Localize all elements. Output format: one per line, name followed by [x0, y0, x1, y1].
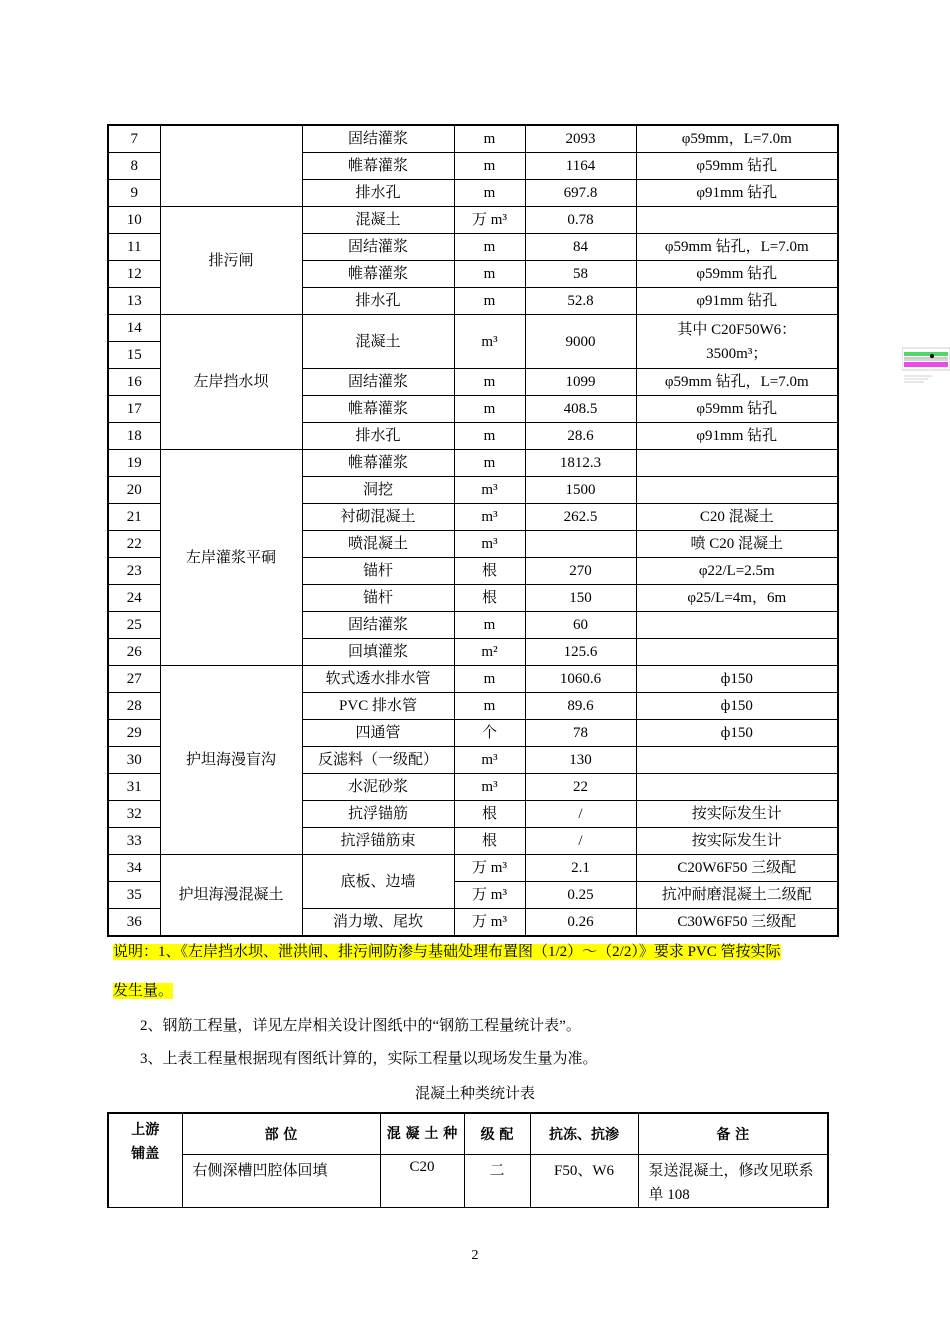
note-1-text-cont: 发生量。 — [113, 983, 174, 999]
quantity: 1060.6 — [525, 666, 636, 693]
remark: 按实际发生计 — [636, 801, 838, 828]
row-number: 18 — [108, 423, 160, 450]
remark: φ59mm 钻孔 — [636, 396, 838, 423]
row-number: 24 — [108, 585, 160, 612]
unit: 根 — [454, 558, 525, 585]
remark: φ59mm，L=7.0m — [636, 125, 838, 153]
group-name: 护坦海漫混凝土 — [160, 855, 302, 937]
unit: m — [454, 612, 525, 639]
remark: ф150 — [636, 720, 838, 747]
item-name: 反滤料（一级配） — [302, 747, 454, 774]
remark: C20W6F50 三级配 — [636, 855, 838, 882]
remark — [636, 747, 838, 774]
unit: m — [454, 125, 525, 153]
item-name: 四通管 — [302, 720, 454, 747]
quantity — [525, 531, 636, 558]
quantity: 2.1 — [525, 855, 636, 882]
note-1-line-2 — [113, 979, 833, 1003]
item-name: 固结灌浆 — [302, 369, 454, 396]
remark: φ59mm 钻孔 — [636, 153, 838, 180]
remark: ф150 — [636, 666, 838, 693]
quantity: 125.6 — [525, 639, 636, 666]
unit: m — [454, 369, 525, 396]
item-name: 固结灌浆 — [302, 612, 454, 639]
table-row — [108, 450, 838, 477]
row-number: 9 — [108, 180, 160, 207]
row-number: 14 — [108, 315, 160, 342]
row-number: 10 — [108, 207, 160, 234]
item-name: 混凝土 — [302, 207, 454, 234]
remark: φ59mm 钻孔，L=7.0m — [636, 234, 838, 261]
unit: m — [454, 234, 525, 261]
header-type — [380, 1113, 464, 1155]
unit: 万 m³ — [454, 909, 525, 937]
table-row — [108, 855, 838, 882]
row-number: 25 — [108, 612, 160, 639]
row-number: 7 — [108, 125, 160, 153]
item-name: 混凝土 — [302, 315, 454, 369]
row-number: 35 — [108, 882, 160, 909]
remark: φ22/L=2.5m — [636, 558, 838, 585]
page-number: 2 — [471, 1248, 479, 1263]
remark: φ91mm 钻孔 — [636, 288, 838, 315]
unit: m³ — [454, 477, 525, 504]
item-name: 帷幕灌浆 — [302, 153, 454, 180]
remark: 按实际发生计 — [636, 828, 838, 855]
group-name: 护坦海漫盲沟 — [160, 666, 302, 855]
item-name: 衬砌混凝土 — [302, 504, 454, 531]
item-name: 回填灌浆 — [302, 639, 454, 666]
row-number: 23 — [108, 558, 160, 585]
remark: C20 混凝土 — [636, 504, 838, 531]
item-name: 水泥砂浆 — [302, 774, 454, 801]
quantity: 52.8 — [525, 288, 636, 315]
item-name: 喷混凝土 — [302, 531, 454, 558]
header-type-text: 混 凝 土 种 — [386, 1126, 458, 1142]
quantity: 697.8 — [525, 180, 636, 207]
remark: 喷 C20 混凝土 — [636, 531, 838, 558]
quantity: 1812.3 — [525, 450, 636, 477]
cell-type: C20 — [380, 1155, 464, 1208]
row-number: 28 — [108, 693, 160, 720]
row-number: 30 — [108, 747, 160, 774]
table-row — [108, 207, 838, 234]
table-row — [108, 315, 838, 342]
concrete-type-table — [107, 1112, 829, 1208]
quantity: 78 — [525, 720, 636, 747]
quantity: 0.25 — [525, 882, 636, 909]
row-number: 31 — [108, 774, 160, 801]
cell-part: 右侧深槽凹腔体回填 — [182, 1155, 380, 1208]
group-name — [160, 125, 302, 207]
quantity: 9000 — [525, 315, 636, 369]
row-number: 8 — [108, 153, 160, 180]
cell-grade: 二 — [464, 1155, 530, 1208]
quantity: 0.78 — [525, 207, 636, 234]
group-name: 排污闸 — [160, 207, 302, 315]
unit: m — [454, 396, 525, 423]
unit: m³ — [454, 531, 525, 558]
quantity: 84 — [525, 234, 636, 261]
unit: 万 m³ — [454, 207, 525, 234]
unit: m³ — [454, 774, 525, 801]
unit: m² — [454, 639, 525, 666]
row-number: 32 — [108, 801, 160, 828]
row-number: 36 — [108, 909, 160, 937]
unit: 万 m³ — [454, 882, 525, 909]
quantity: / — [525, 801, 636, 828]
unit: 根 — [454, 801, 525, 828]
quantity: 270 — [525, 558, 636, 585]
item-name: 帷幕灌浆 — [302, 450, 454, 477]
remark: φ91mm 钻孔 — [636, 423, 838, 450]
item-name: 洞挖 — [302, 477, 454, 504]
item-name: 抗浮锚筋束 — [302, 828, 454, 855]
quantity: 2093 — [525, 125, 636, 153]
item-name: 排水孔 — [302, 288, 454, 315]
quantity: 28.6 — [525, 423, 636, 450]
quantity-table-body — [108, 125, 838, 936]
remark — [636, 612, 838, 639]
remark — [636, 774, 838, 801]
row-number: 21 — [108, 504, 160, 531]
unit: m — [454, 153, 525, 180]
quantity: 22 — [525, 774, 636, 801]
row-number: 33 — [108, 828, 160, 855]
row-number: 11 — [108, 234, 160, 261]
note-3: 3、上表工程量根据现有图纸计算的，实际工程量以现场发生量为准。 — [140, 1051, 598, 1067]
remark: φ25/L=4m，6m — [636, 585, 838, 612]
remark: 抗冲耐磨混凝土二级配 — [636, 882, 838, 909]
quantity: 89.6 — [525, 693, 636, 720]
remark: φ59mm 钻孔，L=7.0m — [636, 369, 838, 396]
item-name: 底板、边墙 — [302, 855, 454, 909]
unit: m³ — [454, 747, 525, 774]
item-name: 固结灌浆 — [302, 234, 454, 261]
unit: 个 — [454, 720, 525, 747]
header-frost: 抗冻、抗渗 — [530, 1113, 638, 1155]
concrete-table-title: 混凝土种类统计表 — [414, 1086, 535, 1102]
header-part: 部 位 — [182, 1113, 380, 1155]
quantity: 262.5 — [525, 504, 636, 531]
concrete-table-header-row — [108, 1113, 828, 1155]
row-number: 22 — [108, 531, 160, 558]
table-row — [108, 666, 838, 693]
row-number: 16 — [108, 369, 160, 396]
item-name: 软式透水排水管 — [302, 666, 454, 693]
remark — [636, 207, 838, 234]
unit: m³ — [454, 504, 525, 531]
item-name: 锚杆 — [302, 558, 454, 585]
item-name: PVC 排水管 — [302, 693, 454, 720]
item-name: 抗浮锚筋 — [302, 801, 454, 828]
quantity: 1099 — [525, 369, 636, 396]
quantity: / — [525, 828, 636, 855]
group-name: 左岸灌浆平硐 — [160, 450, 302, 666]
row-number: 15 — [108, 342, 160, 369]
row-number: 34 — [108, 855, 160, 882]
quantity: 0.26 — [525, 909, 636, 937]
embedded-drawing-thumbnail — [902, 344, 950, 400]
note-1-text: 说明：1、《左岸挡水坝、泄洪闸、排污闸防渗与基础处理布置图（1/2）～（2/2）》要求 PVC 管按实际 — [113, 944, 781, 960]
unit: 根 — [454, 828, 525, 855]
side-label — [108, 1113, 182, 1208]
item-name: 固结灌浆 — [302, 125, 454, 153]
item-name: 排水孔 — [302, 180, 454, 207]
unit: m — [454, 423, 525, 450]
unit: m — [454, 180, 525, 207]
remark — [636, 639, 838, 666]
quantity: 130 — [525, 747, 636, 774]
remark: φ59mm 钻孔 — [636, 261, 838, 288]
remark: ф150 — [636, 693, 838, 720]
quantity: 1500 — [525, 477, 636, 504]
note-1-line-1 — [113, 940, 833, 964]
quantity: 60 — [525, 612, 636, 639]
row-number: 29 — [108, 720, 160, 747]
row-number: 26 — [108, 639, 160, 666]
remark: φ91mm 钻孔 — [636, 180, 838, 207]
remark: 其中 C20F50W6：3500m³； — [636, 315, 838, 369]
note-2: 2、钢筋工程量，详见左岸相关设计图纸中的“钢筋工程量统计表”。 — [140, 1018, 581, 1034]
header-remark: 备 注 — [638, 1113, 828, 1155]
row-number: 27 — [108, 666, 160, 693]
item-name: 锚杆 — [302, 585, 454, 612]
row-number: 19 — [108, 450, 160, 477]
unit: m — [454, 261, 525, 288]
item-name: 排水孔 — [302, 423, 454, 450]
table-row — [108, 125, 838, 153]
unit: m — [454, 693, 525, 720]
unit: m — [454, 666, 525, 693]
cell-frost: F50、W6 — [530, 1155, 638, 1208]
unit: m³ — [454, 315, 525, 369]
quantity: 1164 — [525, 153, 636, 180]
group-name: 左岸挡水坝 — [160, 315, 302, 450]
unit: m — [454, 450, 525, 477]
unit: 万 m³ — [454, 855, 525, 882]
remark — [636, 450, 838, 477]
unit: m — [454, 288, 525, 315]
row-number: 17 — [108, 396, 160, 423]
quantity: 150 — [525, 585, 636, 612]
quantity: 408.5 — [525, 396, 636, 423]
row-number: 20 — [108, 477, 160, 504]
quantity-table — [107, 124, 839, 937]
quantity: 58 — [525, 261, 636, 288]
unit: 根 — [454, 585, 525, 612]
item-name: 帷幕灌浆 — [302, 396, 454, 423]
concrete-table-row — [108, 1155, 828, 1208]
item-name: 消力墩、尾坎 — [302, 909, 454, 937]
remark — [636, 477, 838, 504]
header-grade: 级 配 — [464, 1113, 530, 1155]
cell-remark: 泵送混凝土，修改见联系单 108 — [638, 1155, 828, 1208]
item-name: 帷幕灌浆 — [302, 261, 454, 288]
side-label-text: 上游铺盖 — [131, 1122, 160, 1162]
row-number: 12 — [108, 261, 160, 288]
remark: C30W6F50 三级配 — [636, 909, 838, 937]
row-number: 13 — [108, 288, 160, 315]
